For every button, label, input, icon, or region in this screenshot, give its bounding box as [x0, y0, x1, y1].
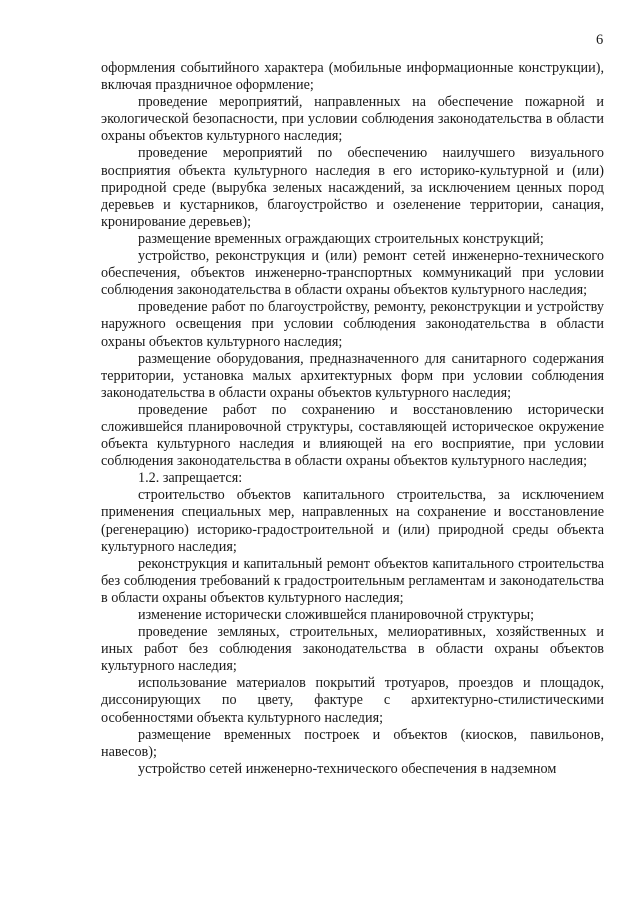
section-heading: 1.2. запрещается: — [138, 470, 243, 487]
paragraph: реконструкция и капитальный ремонт объектов капитального строительства без соблюдения требований к градостроительным регламентам и законодательства в области охраны объектов культурного наследия; — [101, 555, 604, 606]
page-number: 6 — [596, 32, 604, 48]
paragraph: размещение временных построек и объектов (киосков, павильонов, навесов); — [101, 726, 604, 760]
paragraph: устройство сетей инженерно-технического обеспечения в надземном — [138, 760, 557, 777]
paragraph: проведение работ по благоустройству, ремонту, реконструкции и устройству наружного освещения при условии соблюдения законодательства в области охраны объектов культурного наследия; — [101, 299, 604, 350]
document-body — [101, 60, 604, 778]
paragraph: использование материалов покрытий тротуаров, проездов и площадок, диссонирующих по цвету, фактуре с архитектурно-стилистическими особенностями объекта культурного наследия; — [101, 675, 604, 726]
paragraph: устройство, реконструкция и (или) ремонт сетей инженерно-технического обеспечения, объектов инженерно-транспортных коммуникаций при условии соблюдения законодательства в области охраны объектов культурного наследия; — [101, 248, 604, 299]
paragraph: проведение мероприятий, направленных на обеспечение пожарной и экологической безопасности, при условии соблюдения законодательства в области охраны объектов культурного наследия; — [101, 94, 604, 145]
paragraph: проведение мероприятий по обеспечению наилучшего визуального восприятия объекта культурного наследия в его историко-культурной и (или) природной среде (вырубка зеленых насаждений, за исключением ценных пород деревьев и кустарников, благоустройство и озеленение территории, санация, кронирование деревьев); — [101, 145, 604, 230]
paragraph: размещение временных ограждающих строительных конструкций; — [138, 230, 544, 247]
paragraph: изменение исторически сложившейся планировочной структуры; — [138, 607, 535, 623]
paragraph-continuation: оформления событийного характера (мобильные информационные конструкции), включая праздничное оформление; — [101, 60, 604, 94]
paragraph: строительство объектов капитального строительства, за исключением применения специальных мер, направленных на сохранение и восстановление (регенерацию) историко-градостроительной и (или) природной среды объекта культурного наследия; — [101, 487, 604, 555]
paragraph: проведение работ по сохранению и восстановлению исторически сложившейся планировочной структуры, составляющей историческое окружение объекта культурного наследия и влияющей на его восприятие, при условии соблюдения законодательства в области охраны объектов культурного наследия; — [101, 401, 604, 470]
paragraph: размещение оборудования, предназначенного для санитарного содержания территории, установка малых архитектурных форм при условии соблюдения законодательства в области охраны объектов культурного наследия; — [101, 350, 604, 401]
paragraph: проведение земляных, строительных, мелиоративных, хозяйственных и иных работ без соблюдения законодательства в области охраны объектов культурного наследия; — [101, 624, 604, 675]
